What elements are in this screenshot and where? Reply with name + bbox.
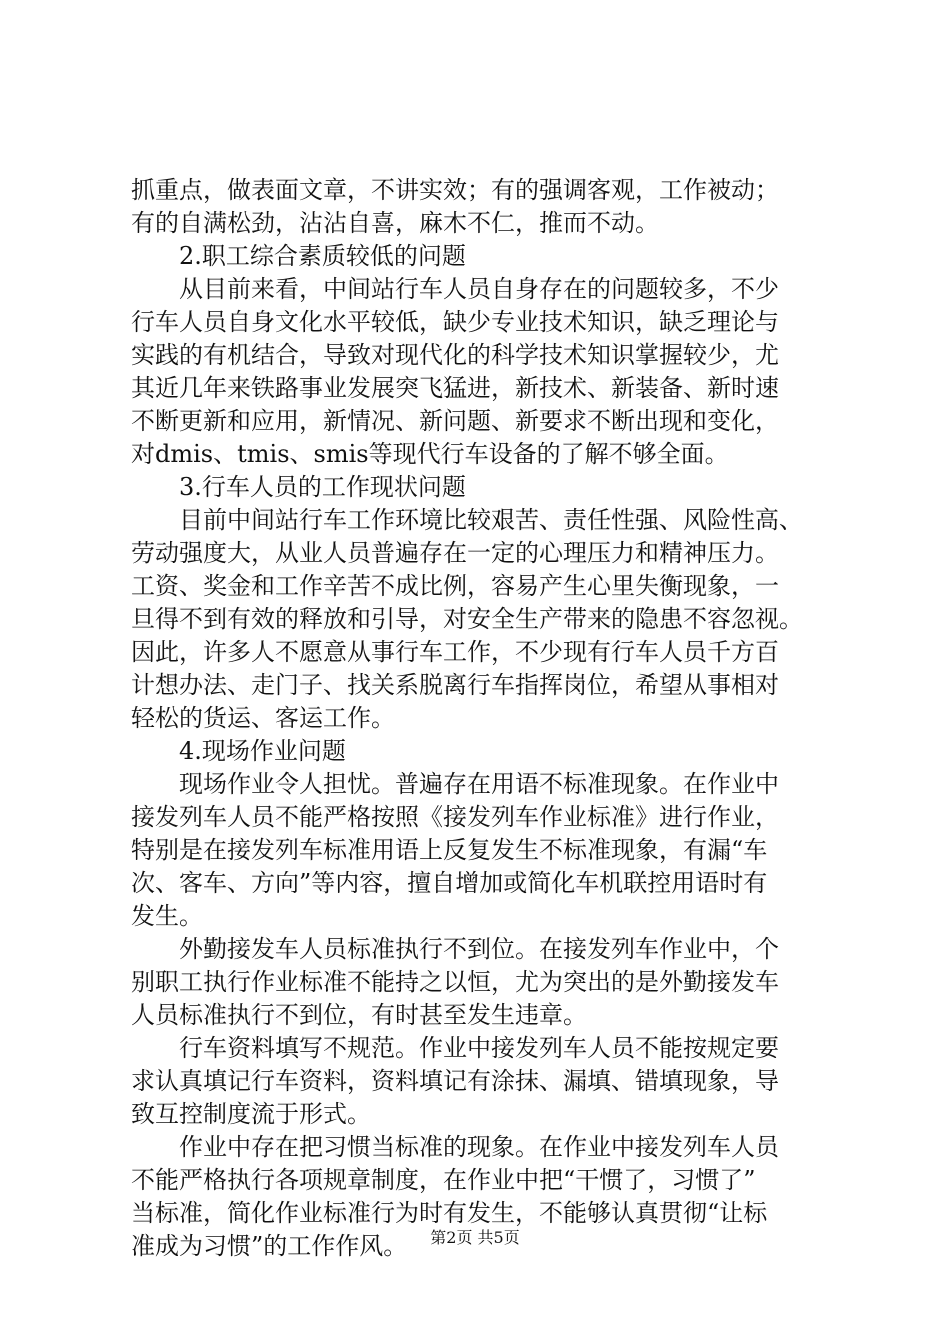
section-heading: 4.现场作业问题 [131, 737, 346, 765]
body-line: 现场作业令人担忧。普遍存在用语不标准现象。在作业中 [131, 770, 779, 798]
body-line: 外勤接发车人员标准执行不到位。在接发列车作业中，个 [131, 935, 779, 963]
body-line: 当标准，简化作业标准行为时有发生，不能够认真贯彻“让标 [131, 1199, 768, 1227]
body-line: 别职工执行作业标准不能持之以恒，尤为突出的是外勤接发车 [131, 968, 779, 996]
body-line: 旦得不到有效的释放和引导，对安全生产带来的隐患不容忽视。 [131, 605, 803, 633]
body-line: 不断更新和应用，新情况、新问题、新要求不断出现和变化， [131, 407, 779, 435]
body-line: 不能严格执行各项规章制度，在作业中把“干惯了，习惯了” [131, 1166, 756, 1194]
section-heading: 3.行车人员的工作现状问题 [131, 473, 466, 501]
body-line: 实践的有机结合，导致对现代化的科学技术知识掌握较少，尤 [131, 341, 779, 369]
body-line: 从目前来看，中间站行车人员自身存在的问题较多，不少 [131, 275, 779, 303]
body-line: 次、客车、方向”等内容，擅自增加或简化车机联控用语时有 [131, 869, 768, 897]
section-heading: 2.职工综合素质较低的问题 [131, 242, 466, 270]
body-line: 因此，许多人不愿意从事行车工作，不少现有行车人员千方百 [131, 638, 779, 666]
body-line: 人员标准执行不到位，有时甚至发生违章。 [131, 1001, 587, 1029]
body-line: 对dmis、tmis、smis等现代行车设备的了解不够全面。 [131, 440, 729, 468]
body-line: 抓重点，做表面文章，不讲实效；有的强调客观，工作被动； [131, 176, 779, 204]
body-line: 特别是在接发列车标准用语上反复发生不标准现象，有漏“车 [131, 836, 768, 864]
body-line: 工资、奖金和工作辛苦不成比例，容易产生心里失衡现象，一 [131, 572, 779, 600]
body-line: 目前中间站行车工作环境比较艰苦、责任性强、风险性高、 [131, 506, 803, 534]
body-line: 行车资料填写不规范。作业中接发列车人员不能按规定要 [131, 1034, 779, 1062]
body-line: 计想办法、走门子、找关系脱离行车指挥岗位，希望从事相对 [131, 671, 779, 699]
body-line: 作业中存在把习惯当标准的现象。在作业中接发列车人员 [131, 1133, 779, 1161]
body-line: 发生。 [131, 902, 203, 930]
body-line: 有的自满松劲，沾沾自喜，麻木不仁，推而不动。 [131, 209, 659, 237]
body-line: 准成为习惯”的工作作风。 [131, 1232, 408, 1260]
document-body [131, 174, 836, 1263]
body-line: 劳动强度大，从业人员普遍存在一定的心理压力和精神压力。 [131, 539, 779, 567]
body-line: 其近几年来铁路事业发展突飞猛进，新技术、新装备、新时速 [131, 374, 779, 402]
page-footer [0, 1226, 950, 1250]
page-number-label: 第2页 共5页 [430, 1228, 520, 1247]
body-line: 行车人员自身文化水平较低，缺少专业技术知识，缺乏理论与 [131, 308, 779, 336]
body-line: 轻松的货运、客运工作。 [131, 704, 395, 732]
body-line: 致互控制度流于形式。 [131, 1100, 371, 1128]
body-line: 求认真填记行车资料，资料填记有涂抹、漏填、错填现象，导 [131, 1067, 779, 1095]
body-line: 接发列车人员不能严格按照《接发列车作业标准》进行作业， [131, 803, 779, 831]
